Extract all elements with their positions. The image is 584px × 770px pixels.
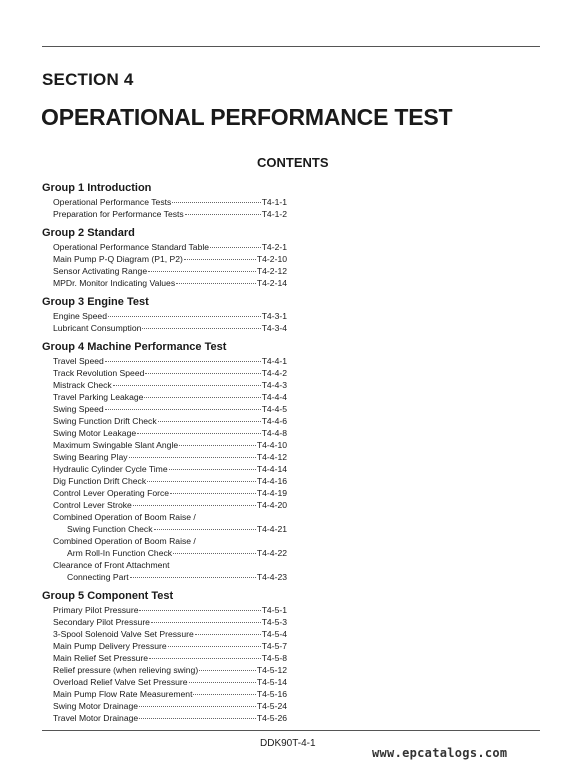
dot-leader [173,553,256,554]
toc-entry[interactable] [42,652,287,664]
toc-page-number: T4-4-5 [261,404,287,414]
toc-entry[interactable] [42,403,287,415]
toc-entry[interactable] [42,379,287,391]
toc-entry-label: Maximum Swingable Slant Angle [53,440,179,450]
toc-entry[interactable] [42,277,287,289]
toc-entry-label: Clearance of Front Attachment [53,560,170,570]
toc-page-number: T4-5-1 [261,605,287,615]
dot-leader [158,421,261,422]
toc-entry[interactable] [42,451,287,463]
toc-page-number: T4-4-14 [256,464,287,474]
toc-entry-label: Connecting Part [67,572,129,582]
toc-entry[interactable] [42,676,287,688]
toc-entry-label: Swing Function Check [67,524,153,534]
toc-entry[interactable] [42,616,287,628]
dot-leader [199,670,256,671]
toc-entry-continuation[interactable] [42,571,287,583]
toc-entry[interactable] [42,439,287,451]
toc-entry[interactable] [42,700,287,712]
toc-entry[interactable] [42,628,287,640]
toc-entry-label: Combined Operation of Boom Raise / [53,512,196,522]
toc-entry[interactable] [42,322,287,334]
toc-entry-label: Operational Performance Standard Table [53,242,210,252]
toc-entry-label: Combined Operation of Boom Raise / [53,536,196,546]
contents-heading: CONTENTS [257,155,329,170]
group-title: Group 4 Machine Performance Test [42,341,227,353]
toc-entry[interactable] [42,604,287,616]
toc-entry-label: Engine Speed [53,311,107,321]
toc-entry[interactable] [42,712,287,724]
toc-entry[interactable] [42,688,287,700]
dot-leader [137,433,261,434]
toc-page-number: T4-4-10 [256,440,287,450]
dot-leader [189,682,256,683]
top-rule [42,46,540,47]
toc-entry[interactable] [42,355,287,367]
toc-page-number: T4-1-2 [261,209,287,219]
dot-leader [139,718,256,719]
toc-page-number: T4-4-16 [256,476,287,486]
toc-page-number: T4-4-3 [261,380,287,390]
dot-leader [108,316,261,317]
toc-entry-label: Main Pump P-Q Diagram (P1, P2) [53,254,183,264]
section-title: OPERATIONAL PERFORMANCE TEST [41,104,453,130]
dot-leader [169,469,256,470]
toc-entry-label: Hydraulic Cylinder Cycle Time [53,464,168,474]
toc-page-number: T4-5-8 [261,653,287,663]
toc-entry[interactable] [42,640,287,652]
toc-page-number: T4-2-14 [256,278,287,288]
toc-page-number: T4-5-14 [256,677,287,687]
toc-entry[interactable] [42,559,287,571]
toc-page-number: T4-4-21 [256,524,287,534]
dot-leader [147,481,256,482]
toc-page-number: T4-5-12 [256,665,287,675]
dot-leader [184,259,256,260]
toc-page-number: T4-4-23 [256,572,287,582]
toc-entry[interactable] [42,196,287,208]
watermark-url: www.epcatalogs.com [372,746,508,760]
dot-leader [170,493,256,494]
toc-entry-label: Lubricant Consumption [53,323,142,333]
section-label: SECTION 4 [42,70,134,89]
toc-page-number: T4-4-6 [261,416,287,426]
toc-entry-label: Operational Performance Tests [53,197,172,207]
dot-leader [139,610,260,611]
toc-page-number: T4-2-12 [256,266,287,276]
toc-entry[interactable] [42,367,287,379]
toc-entry[interactable] [42,427,287,439]
bottom-rule [42,730,540,731]
toc-entry-label: Swing Motor Drainage [53,701,139,711]
toc-entry[interactable] [42,535,287,547]
toc-entry-label: Travel Speed [53,356,104,366]
toc-page-number: T4-5-16 [256,689,287,699]
toc-entry[interactable] [42,208,287,220]
toc-entry-label: Primary Pilot Pressure [53,605,139,615]
toc-page-number: T4-4-19 [256,488,287,498]
dot-leader [185,214,261,215]
toc-entry-label: Sensor Activating Range [53,266,148,276]
toc-entry-label: Arm Roll-In Function Check [67,548,173,558]
toc-entry[interactable] [42,265,287,277]
toc-entry[interactable] [42,310,287,322]
dot-leader [195,634,261,635]
toc-entry-continuation[interactable] [42,523,287,535]
toc-page-number: T4-2-1 [261,242,287,252]
toc-page-number: T4-2-10 [256,254,287,264]
toc-entry-label: Control Lever Stroke [53,500,132,510]
toc-page-number: T4-5-24 [256,701,287,711]
toc-entry[interactable] [42,487,287,499]
toc-entry-label: Travel Parking Leakage [53,392,144,402]
toc-page-number: T4-4-22 [256,548,287,558]
toc-entry[interactable] [42,475,287,487]
dot-leader [193,694,255,695]
toc-entry[interactable] [42,415,287,427]
toc-page-number: T4-3-4 [261,323,287,333]
toc-entry-label: Travel Motor Drainage [53,713,139,723]
dot-leader [113,385,261,386]
dot-leader [142,328,260,329]
toc-page-number: T4-1-1 [261,197,287,207]
toc-page-number: T4-4-2 [261,368,287,378]
toc-entry-label: Swing Bearing Play [53,452,128,462]
table-of-contents [42,181,287,724]
group-title: Group 2 Standard [42,227,135,239]
dot-leader [144,397,260,398]
dot-leader [210,247,261,248]
toc-entry[interactable] [42,664,287,676]
toc-entry[interactable] [42,511,287,523]
toc-entry-label: 3-Spool Solenoid Valve Set Pressure [53,629,194,639]
toc-entry-label: Preparation for Performance Tests [53,209,184,219]
dot-leader [179,445,256,446]
footer-doc-code: DDK90T-4-1 [260,738,316,749]
dot-leader [133,505,256,506]
toc-entry[interactable] [42,391,287,403]
toc-entry-label: Track Revolution Speed [53,368,145,378]
toc-entry-label: Swing Motor Leakage [53,428,137,438]
toc-entry-label: Control Lever Operating Force [53,488,170,498]
toc-page-number: T4-4-4 [261,392,287,402]
toc-entry-label: Overload Relief Valve Set Pressure [53,677,188,687]
toc-entry-label: Main Pump Delivery Pressure [53,641,167,651]
toc-entry[interactable] [42,499,287,511]
toc-entry[interactable] [42,463,287,475]
dot-leader [139,706,256,707]
toc-entry-label: Main Relief Set Pressure [53,653,149,663]
dot-leader [168,646,261,647]
dot-leader [176,283,256,284]
dot-leader [149,658,261,659]
toc-entry-label: Dig Function Drift Check [53,476,147,486]
dot-leader [145,373,260,374]
dot-leader [105,361,261,362]
dot-leader [151,622,261,623]
toc-page-number: T4-4-20 [256,500,287,510]
toc-entry-label: Secondary Pilot Pressure [53,617,150,627]
toc-entry-label: Relief pressure (when relieving swing) [53,665,199,675]
toc-page-number: T4-5-3 [261,617,287,627]
dot-leader [172,202,260,203]
toc-entry[interactable] [42,241,287,253]
dot-leader [148,271,256,272]
toc-page-number: T4-4-1 [261,356,287,366]
dot-leader [130,577,256,578]
toc-entry-label: Main Pump Flow Rate Measurement [53,689,193,699]
group-title: Group 5 Component Test [42,590,174,602]
dot-leader [154,529,256,530]
toc-page-number: T4-3-1 [261,311,287,321]
toc-entry-continuation[interactable] [42,547,287,559]
group-title: Group 1 Introduction [42,182,152,194]
dot-leader [129,457,256,458]
dot-leader [105,409,261,410]
toc-entry-label: Swing Function Drift Check [53,416,157,426]
toc-page-number: T4-4-8 [261,428,287,438]
toc-page-number: T4-5-4 [261,629,287,639]
toc-page-number: T4-5-26 [256,713,287,723]
toc-page-number: T4-4-12 [256,452,287,462]
toc-page-number: T4-5-7 [261,641,287,651]
toc-entry[interactable] [42,253,287,265]
toc-entry-label: Swing Speed [53,404,104,414]
toc-entry-label: Mistrack Check [53,380,112,390]
toc-entry-label: MPDr. Monitor Indicating Values [53,278,176,288]
group-title: Group 3 Engine Test [42,296,149,308]
